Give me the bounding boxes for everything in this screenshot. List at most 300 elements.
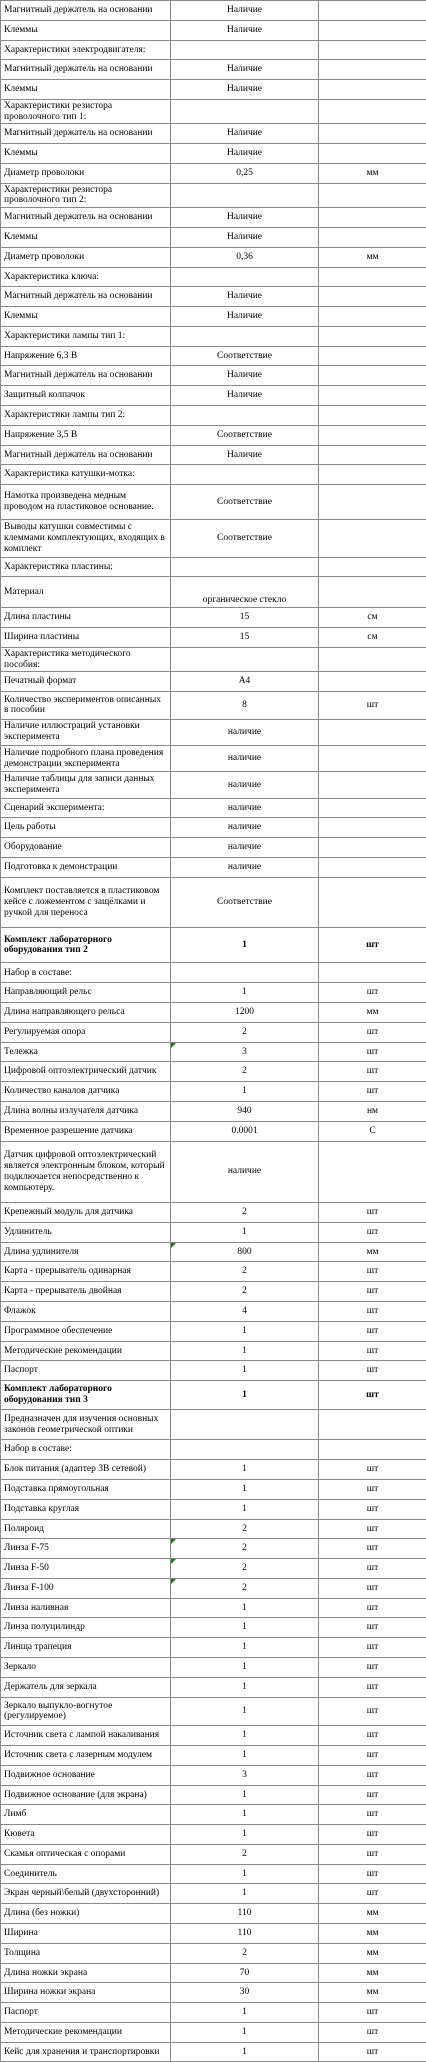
row-value-text: Наличие	[227, 450, 262, 460]
row-unit	[319, 1440, 426, 1460]
table-row	[1, 1765, 426, 1785]
row-description: Характеристики резистора проволочного тип 1:	[1, 99, 171, 123]
table-row	[1, 1042, 426, 1062]
table-row	[1, 963, 426, 983]
row-unit	[319, 745, 426, 771]
row-value	[171, 465, 319, 485]
row-value-text: 110	[238, 1928, 252, 1938]
table-row	[1, 1301, 426, 1321]
row-description: Линза F-100	[1, 1578, 171, 1598]
row-value	[171, 1361, 319, 1381]
row-value	[171, 520, 319, 557]
table-row	[1, 1141, 426, 1203]
row-description: Количество каналов датчика	[1, 1082, 171, 1102]
row-unit: шт	[319, 1042, 426, 1062]
table-row	[1, 745, 426, 771]
row-value	[171, 772, 319, 798]
row-value-text: 1	[242, 1464, 247, 1474]
row-value	[171, 1765, 319, 1785]
table-row	[1, 40, 426, 60]
row-description: Источник света с лазерным модулем	[1, 1745, 171, 1765]
table-row	[1, 1262, 426, 1282]
table-row	[1, 1003, 426, 1023]
row-unit: шт	[319, 1499, 426, 1519]
row-value	[171, 1943, 319, 1963]
row-value-text: 70	[240, 1968, 250, 1978]
row-unit: мм	[319, 163, 426, 183]
row-value-text: 1	[242, 1603, 247, 1613]
row-value-text: 1	[242, 1706, 247, 1716]
table-row	[1, 287, 426, 307]
row-description: Длина ножки экрана	[1, 1963, 171, 1983]
row-unit	[319, 520, 426, 557]
row-description: Ширина ножки экрана	[1, 1983, 171, 2003]
row-value	[171, 745, 319, 771]
table-row	[1, 227, 426, 247]
row-value	[171, 144, 319, 164]
row-description: Печатный формат	[1, 672, 171, 692]
row-value	[171, 1785, 319, 1805]
row-description: Блок питания (адаптер 3В сетевой)	[1, 1460, 171, 1480]
row-unit	[319, 719, 426, 745]
table-row	[1, 1409, 426, 1440]
row-unit	[319, 647, 426, 671]
row-value-text: 1	[242, 1622, 247, 1632]
table-row	[1, 1022, 426, 1042]
row-value-text: 1	[242, 1682, 247, 1692]
table-row	[1, 1519, 426, 1539]
row-value	[171, 1222, 319, 1242]
cell-note-marker-icon	[171, 1579, 176, 1584]
row-description: Экран черный\белый (двухсторонний)	[1, 1884, 171, 1904]
row-description: Напряжение 6,3 В	[1, 346, 171, 366]
row-unit	[319, 60, 426, 80]
table-row	[1, 1321, 426, 1341]
row-value-text: Наличие	[227, 232, 262, 242]
row-value-text: 8	[242, 700, 247, 710]
row-value-text: 2	[242, 1849, 247, 1859]
row-unit	[319, 1, 426, 21]
row-value	[171, 40, 319, 60]
row-value	[171, 1242, 319, 1262]
table-row	[1, 1864, 426, 1884]
row-value-text: Соответствие	[217, 533, 272, 543]
row-value	[171, 1121, 319, 1141]
table-row	[1, 1726, 426, 1746]
row-description: Клеммы	[1, 227, 171, 247]
row-description: Набор в составе:	[1, 963, 171, 983]
row-value	[171, 1618, 319, 1638]
table-row	[1, 60, 426, 80]
row-description: Цифровой оптоэлектрический датчик	[1, 1062, 171, 1082]
row-unit: шт	[319, 1559, 426, 1579]
table-row	[1, 1, 426, 21]
row-value	[171, 208, 319, 228]
row-value-text: 1	[242, 2007, 247, 2017]
table-row	[1, 838, 426, 858]
row-value-text: 3	[242, 1047, 247, 1057]
row-unit: шт	[319, 2003, 426, 2023]
row-description: Магнитный держатель на основании	[1, 287, 171, 307]
row-unit	[319, 287, 426, 307]
table-row	[1, 1578, 426, 1598]
row-unit: шт	[319, 1618, 426, 1638]
row-value-text: 15	[240, 632, 250, 642]
row-value-text: Наличие	[227, 370, 262, 380]
row-description: Характеристика ключа:	[1, 267, 171, 287]
row-description: Флажок	[1, 1301, 171, 1321]
row-value	[171, 1884, 319, 1904]
row-value-text: Соответствие	[217, 430, 272, 440]
row-description: Клеммы	[1, 80, 171, 100]
row-value-text: 1	[242, 1662, 247, 1672]
row-unit: шт	[319, 1341, 426, 1361]
row-value	[171, 1282, 319, 1302]
row-value-text: 1	[242, 2027, 247, 2037]
row-description: Регулируемая опора	[1, 1022, 171, 1042]
row-value	[171, 1745, 319, 1765]
row-description: Временное разрешение датчика	[1, 1121, 171, 1141]
cell-note-marker-icon	[171, 1243, 176, 1248]
cell-note-marker-icon	[171, 1559, 176, 1564]
row-value	[171, 692, 319, 719]
table-row	[1, 163, 426, 183]
row-value-text: наличие	[228, 780, 261, 790]
row-description: Направляющий рельс	[1, 983, 171, 1003]
row-value-text: 1	[242, 1365, 247, 1375]
row-description: Соединитель	[1, 1864, 171, 1884]
row-unit	[319, 857, 426, 877]
row-description: Методические рекомендации	[1, 2022, 171, 2042]
row-description: Датчик цифровой оптоэлектрический является электронным блоком, который подключается непосредственно к компьютеру.	[1, 1141, 171, 1203]
table-row	[1, 1923, 426, 1943]
row-unit: шт	[319, 1805, 426, 1825]
row-value	[171, 1904, 319, 1924]
row-unit	[319, 208, 426, 228]
table-row	[1, 1677, 426, 1697]
row-value	[171, 1923, 319, 1943]
table-row	[1, 983, 426, 1003]
table-row	[1, 445, 426, 465]
row-value-text: 1	[242, 1888, 247, 1898]
row-description: Характеристика катушки-мотка:	[1, 465, 171, 485]
row-unit	[319, 227, 426, 247]
row-value	[171, 1082, 319, 1102]
row-unit: шт	[319, 1361, 426, 1381]
row-value-text: 1	[242, 2047, 247, 2057]
row-value	[171, 1844, 319, 1864]
row-value	[171, 124, 319, 144]
row-value-text: 15	[240, 612, 250, 622]
row-description: Подставка прямоугольная	[1, 1480, 171, 1500]
row-unit: шт	[319, 1658, 426, 1678]
table-row	[1, 2042, 426, 2062]
row-description: Защитный колпачок	[1, 386, 171, 406]
row-value	[171, 99, 319, 123]
row-unit: шт	[319, 1062, 426, 1082]
row-value	[171, 1262, 319, 1282]
row-description: Магнитный держатель на основании	[1, 366, 171, 386]
row-unit: шт	[319, 1765, 426, 1785]
row-value-text: 110	[238, 1908, 252, 1918]
row-value	[171, 877, 319, 928]
row-unit: шт	[319, 1381, 426, 1410]
row-value	[171, 1003, 319, 1023]
table-row	[1, 1282, 426, 1302]
row-unit	[319, 99, 426, 123]
row-description: Паспорт	[1, 1361, 171, 1381]
row-unit: шт	[319, 1480, 426, 1500]
row-unit	[319, 20, 426, 40]
row-unit	[319, 307, 426, 327]
row-value-text: Соответствие	[217, 897, 272, 907]
row-description: Толщина	[1, 1943, 171, 1963]
table-row	[1, 1361, 426, 1381]
row-description: Линза F-75	[1, 1539, 171, 1559]
table-row	[1, 772, 426, 798]
row-value-text: 800	[237, 1247, 251, 1257]
row-unit: шт	[319, 1785, 426, 1805]
row-description: Цель работы	[1, 818, 171, 838]
table-row	[1, 1884, 426, 1904]
row-description: Комплект поставляется в пластиковом кейсе с ложементом с защёлками и ручкой для переноса	[1, 877, 171, 928]
row-description: Магнитный держатель на основании	[1, 208, 171, 228]
row-unit	[319, 877, 426, 928]
row-description: Диаметр проволоки	[1, 163, 171, 183]
row-unit: шт	[319, 1539, 426, 1559]
row-description: Поляроид	[1, 1519, 171, 1539]
row-value	[171, 838, 319, 858]
row-unit	[319, 144, 426, 164]
row-value	[171, 1460, 319, 1480]
row-value-text: 30	[240, 1987, 250, 1997]
row-value	[171, 307, 319, 327]
row-unit: шт	[319, 1844, 426, 1864]
row-unit: шт	[319, 2022, 426, 2042]
row-value	[171, 577, 319, 608]
row-description: Комплект лабораторного оборудования тип 2	[1, 928, 171, 963]
row-unit	[319, 577, 426, 608]
row-value-text: 2	[242, 1948, 247, 1958]
row-value	[171, 1440, 319, 1460]
row-value	[171, 1825, 319, 1845]
row-description: Диаметр проволоки	[1, 247, 171, 267]
row-unit	[319, 366, 426, 386]
row-description: Магнитный держатель на основании	[1, 124, 171, 144]
row-unit: шт	[319, 928, 426, 963]
row-description: Линща трапеция	[1, 1638, 171, 1658]
row-value	[171, 983, 319, 1003]
row-value-text: 2	[242, 1066, 247, 1076]
row-description: Набор в составе:	[1, 1440, 171, 1460]
row-value-text: наличие	[228, 862, 261, 872]
table-row	[1, 520, 426, 557]
row-description: Кейс для хранения и транспортировки	[1, 2042, 171, 2062]
row-value	[171, 20, 319, 40]
row-unit: мм	[319, 1963, 426, 1983]
row-value	[171, 1697, 319, 1726]
row-unit	[319, 326, 426, 346]
row-value-text: Наличие	[227, 128, 262, 138]
table-row	[1, 647, 426, 671]
table-row	[1, 1381, 426, 1410]
row-value-text: 1	[242, 1809, 247, 1819]
table-row	[1, 1559, 426, 1579]
row-unit: шт	[319, 1203, 426, 1223]
row-value	[171, 1864, 319, 1884]
row-value-text: 3	[242, 1770, 247, 1780]
table-row	[1, 928, 426, 963]
row-value-text: наличие	[228, 727, 261, 737]
row-value	[171, 928, 319, 963]
row-description: Линза F-50	[1, 1559, 171, 1579]
row-unit	[319, 485, 426, 520]
row-value	[171, 227, 319, 247]
row-value-text: наличие	[228, 822, 261, 832]
row-description: Паспорт	[1, 2003, 171, 2023]
row-description: Магнитный держатель на основании	[1, 1, 171, 21]
row-value	[171, 326, 319, 346]
table-row	[1, 857, 426, 877]
table-row	[1, 1460, 426, 1480]
row-description: Характеристики резистора проволочного тип 2:	[1, 183, 171, 207]
table-row	[1, 1963, 426, 1983]
row-value	[171, 1381, 319, 1410]
row-value	[171, 1321, 319, 1341]
row-value-text: 2	[242, 1583, 247, 1593]
table-row	[1, 386, 426, 406]
row-description: Магнитный держатель на основании	[1, 60, 171, 80]
row-description: Наличие таблицы для записи данных эксперимента	[1, 772, 171, 798]
table-row	[1, 1480, 426, 1500]
row-unit	[319, 40, 426, 60]
row-unit: шт	[319, 1745, 426, 1765]
cell-note-marker-icon	[171, 1043, 176, 1048]
table-row	[1, 1983, 426, 2003]
table-row	[1, 1825, 426, 1845]
table-row	[1, 818, 426, 838]
row-value	[171, 1805, 319, 1825]
row-description: Ширина	[1, 1923, 171, 1943]
row-value-text: 1	[242, 1829, 247, 1839]
row-unit: шт	[319, 1578, 426, 1598]
row-value	[171, 1983, 319, 2003]
row-unit: мм	[319, 247, 426, 267]
row-value-text: 1	[242, 1326, 247, 1336]
row-value-text: наличие	[228, 1166, 261, 1176]
table-row	[1, 1943, 426, 1963]
row-value-text: органическое стекло	[203, 595, 287, 605]
row-value	[171, 1658, 319, 1678]
row-description: Характеристика методического пособия:	[1, 647, 171, 671]
row-description: Наличие подробного плана проведения демонстрации эксперимента	[1, 745, 171, 771]
row-unit: мм	[319, 1003, 426, 1023]
row-value-text: 1	[242, 1346, 247, 1356]
row-description: Держатель для зеркала	[1, 1677, 171, 1697]
row-value-text: 2	[242, 1524, 247, 1534]
row-unit	[319, 818, 426, 838]
row-unit	[319, 406, 426, 426]
row-value	[171, 366, 319, 386]
row-value-text: 1	[242, 1730, 247, 1740]
row-unit	[319, 425, 426, 445]
table-row	[1, 346, 426, 366]
row-value	[171, 2042, 319, 2062]
row-value-text: Соответствие	[217, 351, 272, 361]
row-value	[171, 1963, 319, 1983]
row-description: Крепежный модуль для датчика	[1, 1203, 171, 1223]
row-value-text: 2	[242, 1027, 247, 1037]
row-unit	[319, 346, 426, 366]
row-value-text: 1	[242, 1642, 247, 1652]
row-value-text: 0.0001	[231, 1126, 257, 1136]
table-row	[1, 465, 426, 485]
table-row	[1, 425, 426, 445]
row-value	[171, 719, 319, 745]
row-value-text: наличие	[228, 842, 261, 852]
row-value-text: 1	[242, 1504, 247, 1514]
table-row	[1, 1121, 426, 1141]
row-unit	[319, 386, 426, 406]
row-value	[171, 628, 319, 648]
row-value	[171, 80, 319, 100]
row-unit: нм	[319, 1101, 426, 1121]
row-value	[171, 1301, 319, 1321]
row-value	[171, 1022, 319, 1042]
row-unit: шт	[319, 1282, 426, 1302]
row-value	[171, 2022, 319, 2042]
table-row	[1, 1904, 426, 1924]
row-description: Выводы катушки совместимы с клеммами комплектующих, входящих в комплект	[1, 520, 171, 557]
row-value	[171, 1341, 319, 1361]
table-row	[1, 99, 426, 123]
row-value-text: 1	[242, 987, 247, 997]
table-row	[1, 1222, 426, 1242]
row-value-text: 1	[242, 940, 247, 950]
row-value-text: наличие	[228, 803, 261, 813]
row-value	[171, 798, 319, 818]
row-value-text: наличие	[228, 753, 261, 763]
row-unit: шт	[319, 1825, 426, 1845]
row-description: Длина волны излучателя датчика	[1, 1101, 171, 1121]
row-value	[171, 1726, 319, 1746]
row-unit: шт	[319, 1884, 426, 1904]
row-value	[171, 425, 319, 445]
table-row	[1, 1539, 426, 1559]
row-unit: шт	[319, 2042, 426, 2062]
table-row	[1, 1658, 426, 1678]
row-value-text: Наличие	[227, 390, 262, 400]
row-unit: мм	[319, 1904, 426, 1924]
row-description: Карта - прерыватель двойная	[1, 1282, 171, 1302]
table-row	[1, 485, 426, 520]
row-value	[171, 1677, 319, 1697]
row-description: Сценарий эксперимента:	[1, 798, 171, 818]
row-unit	[319, 1409, 426, 1440]
table-row	[1, 608, 426, 628]
row-value-text: 2	[242, 1266, 247, 1276]
table-row	[1, 877, 426, 928]
row-value	[171, 1, 319, 21]
row-value-text: 0,25	[236, 168, 253, 178]
row-unit: см	[319, 628, 426, 648]
row-description: Линза полуцилиндр	[1, 1618, 171, 1638]
row-description: Количество экспериментов описанных в пособии	[1, 692, 171, 719]
row-value-text: 940	[237, 1106, 251, 1116]
row-description: Характеристики электродвигателя:	[1, 40, 171, 60]
table-row	[1, 2022, 426, 2042]
table-row	[1, 1341, 426, 1361]
